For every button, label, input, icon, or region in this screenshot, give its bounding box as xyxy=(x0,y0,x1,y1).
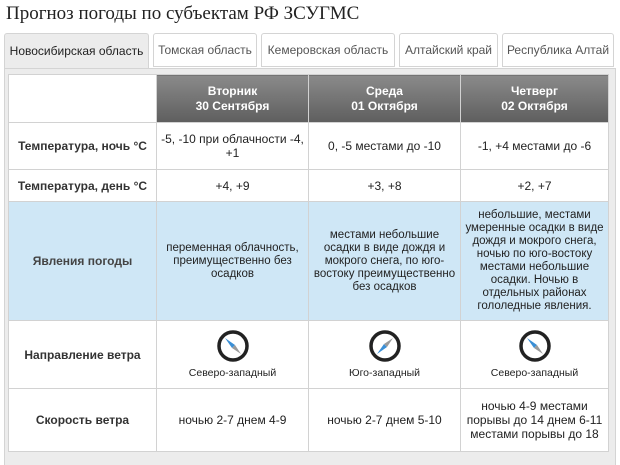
row-label: Явления погоды xyxy=(9,202,157,321)
wind-dir-label: Юго-западный xyxy=(348,367,421,379)
temp-night-1: -5, -10 при облачности -4, +1 xyxy=(157,123,309,170)
temp-day-2: +3, +8 xyxy=(309,170,461,202)
wind-dir-label: Северо-западный xyxy=(188,367,277,379)
compass-northwest-icon xyxy=(216,329,250,363)
table-header-row xyxy=(9,75,609,123)
row-temp-day xyxy=(9,170,609,202)
temp-day-1: +4, +9 xyxy=(157,170,309,202)
tab-altai-republic[interactable]: Республика Алтай xyxy=(502,33,614,67)
row-label: Направление ветра xyxy=(9,321,157,389)
forecast-table xyxy=(8,74,609,452)
wind-dir-2 xyxy=(309,321,461,389)
table-corner xyxy=(9,75,157,123)
compass-northwest-icon xyxy=(518,329,552,363)
phenomena-3: небольшие, местами умеренные осадки в виде дождя и мокрого снега, ночью по юго-востоку местами небольшие осадки. Ночью в отдельных районах гололедные явления. xyxy=(461,202,609,321)
tab-kemerovo[interactable]: Кемеровская область xyxy=(261,33,395,67)
row-temp-night xyxy=(9,123,609,170)
temp-night-2: 0, -5 местами до -10 xyxy=(309,123,461,170)
wind-dir-label: Северо-западный xyxy=(490,367,579,379)
compass-southwest-icon xyxy=(368,329,402,363)
day-header-2 xyxy=(309,75,461,123)
tab-tomsk[interactable]: Томская область xyxy=(153,33,257,67)
row-label: Температура, день °C xyxy=(9,170,157,202)
row-label: Температура, ночь °C xyxy=(9,123,157,170)
row-wind-direction xyxy=(9,321,609,389)
page-title: Прогноз погоды по субъектам РФ ЗСУГМС xyxy=(6,3,360,24)
wind-dir-1 xyxy=(157,321,309,389)
day-date: 02 Октября xyxy=(501,98,568,113)
wind-speed-2: ночью 2-7 днем 5-10 xyxy=(309,389,461,452)
row-wind-speed xyxy=(9,389,609,452)
day-weekday: Четверг xyxy=(510,83,559,98)
wind-dir-3 xyxy=(461,321,609,389)
tab-altai-krai[interactable]: Алтайский край xyxy=(399,33,498,67)
row-phenomena xyxy=(9,202,609,321)
tab-novosibirsk[interactable]: Новосибирская область xyxy=(4,33,149,69)
day-weekday: Вторник xyxy=(207,83,258,98)
row-label: Скорость ветра xyxy=(9,389,157,452)
wind-speed-3: ночью 4-9 местами порывы до 14 днем 6-11 местами порывы до 18 xyxy=(461,389,609,452)
day-weekday: Среда xyxy=(366,83,403,98)
region-tabs xyxy=(4,33,616,68)
phenomena-2: местами небольшие осадки в виде дождя и мокрого снега, по юго-востоку преимущественно без осадков xyxy=(309,202,461,321)
day-date: 30 Сентября xyxy=(195,98,270,113)
day-date: 01 Октября xyxy=(351,98,418,113)
day-header-1 xyxy=(157,75,309,123)
day-header-3 xyxy=(461,75,609,123)
wind-speed-1: ночью 2-7 днем 4-9 xyxy=(157,389,309,452)
temp-night-3: -1, +4 местами до -6 xyxy=(461,123,609,170)
phenomena-1: переменная облачность, преимущественно без осадков xyxy=(157,202,309,321)
temp-day-3: +2, +7 xyxy=(461,170,609,202)
